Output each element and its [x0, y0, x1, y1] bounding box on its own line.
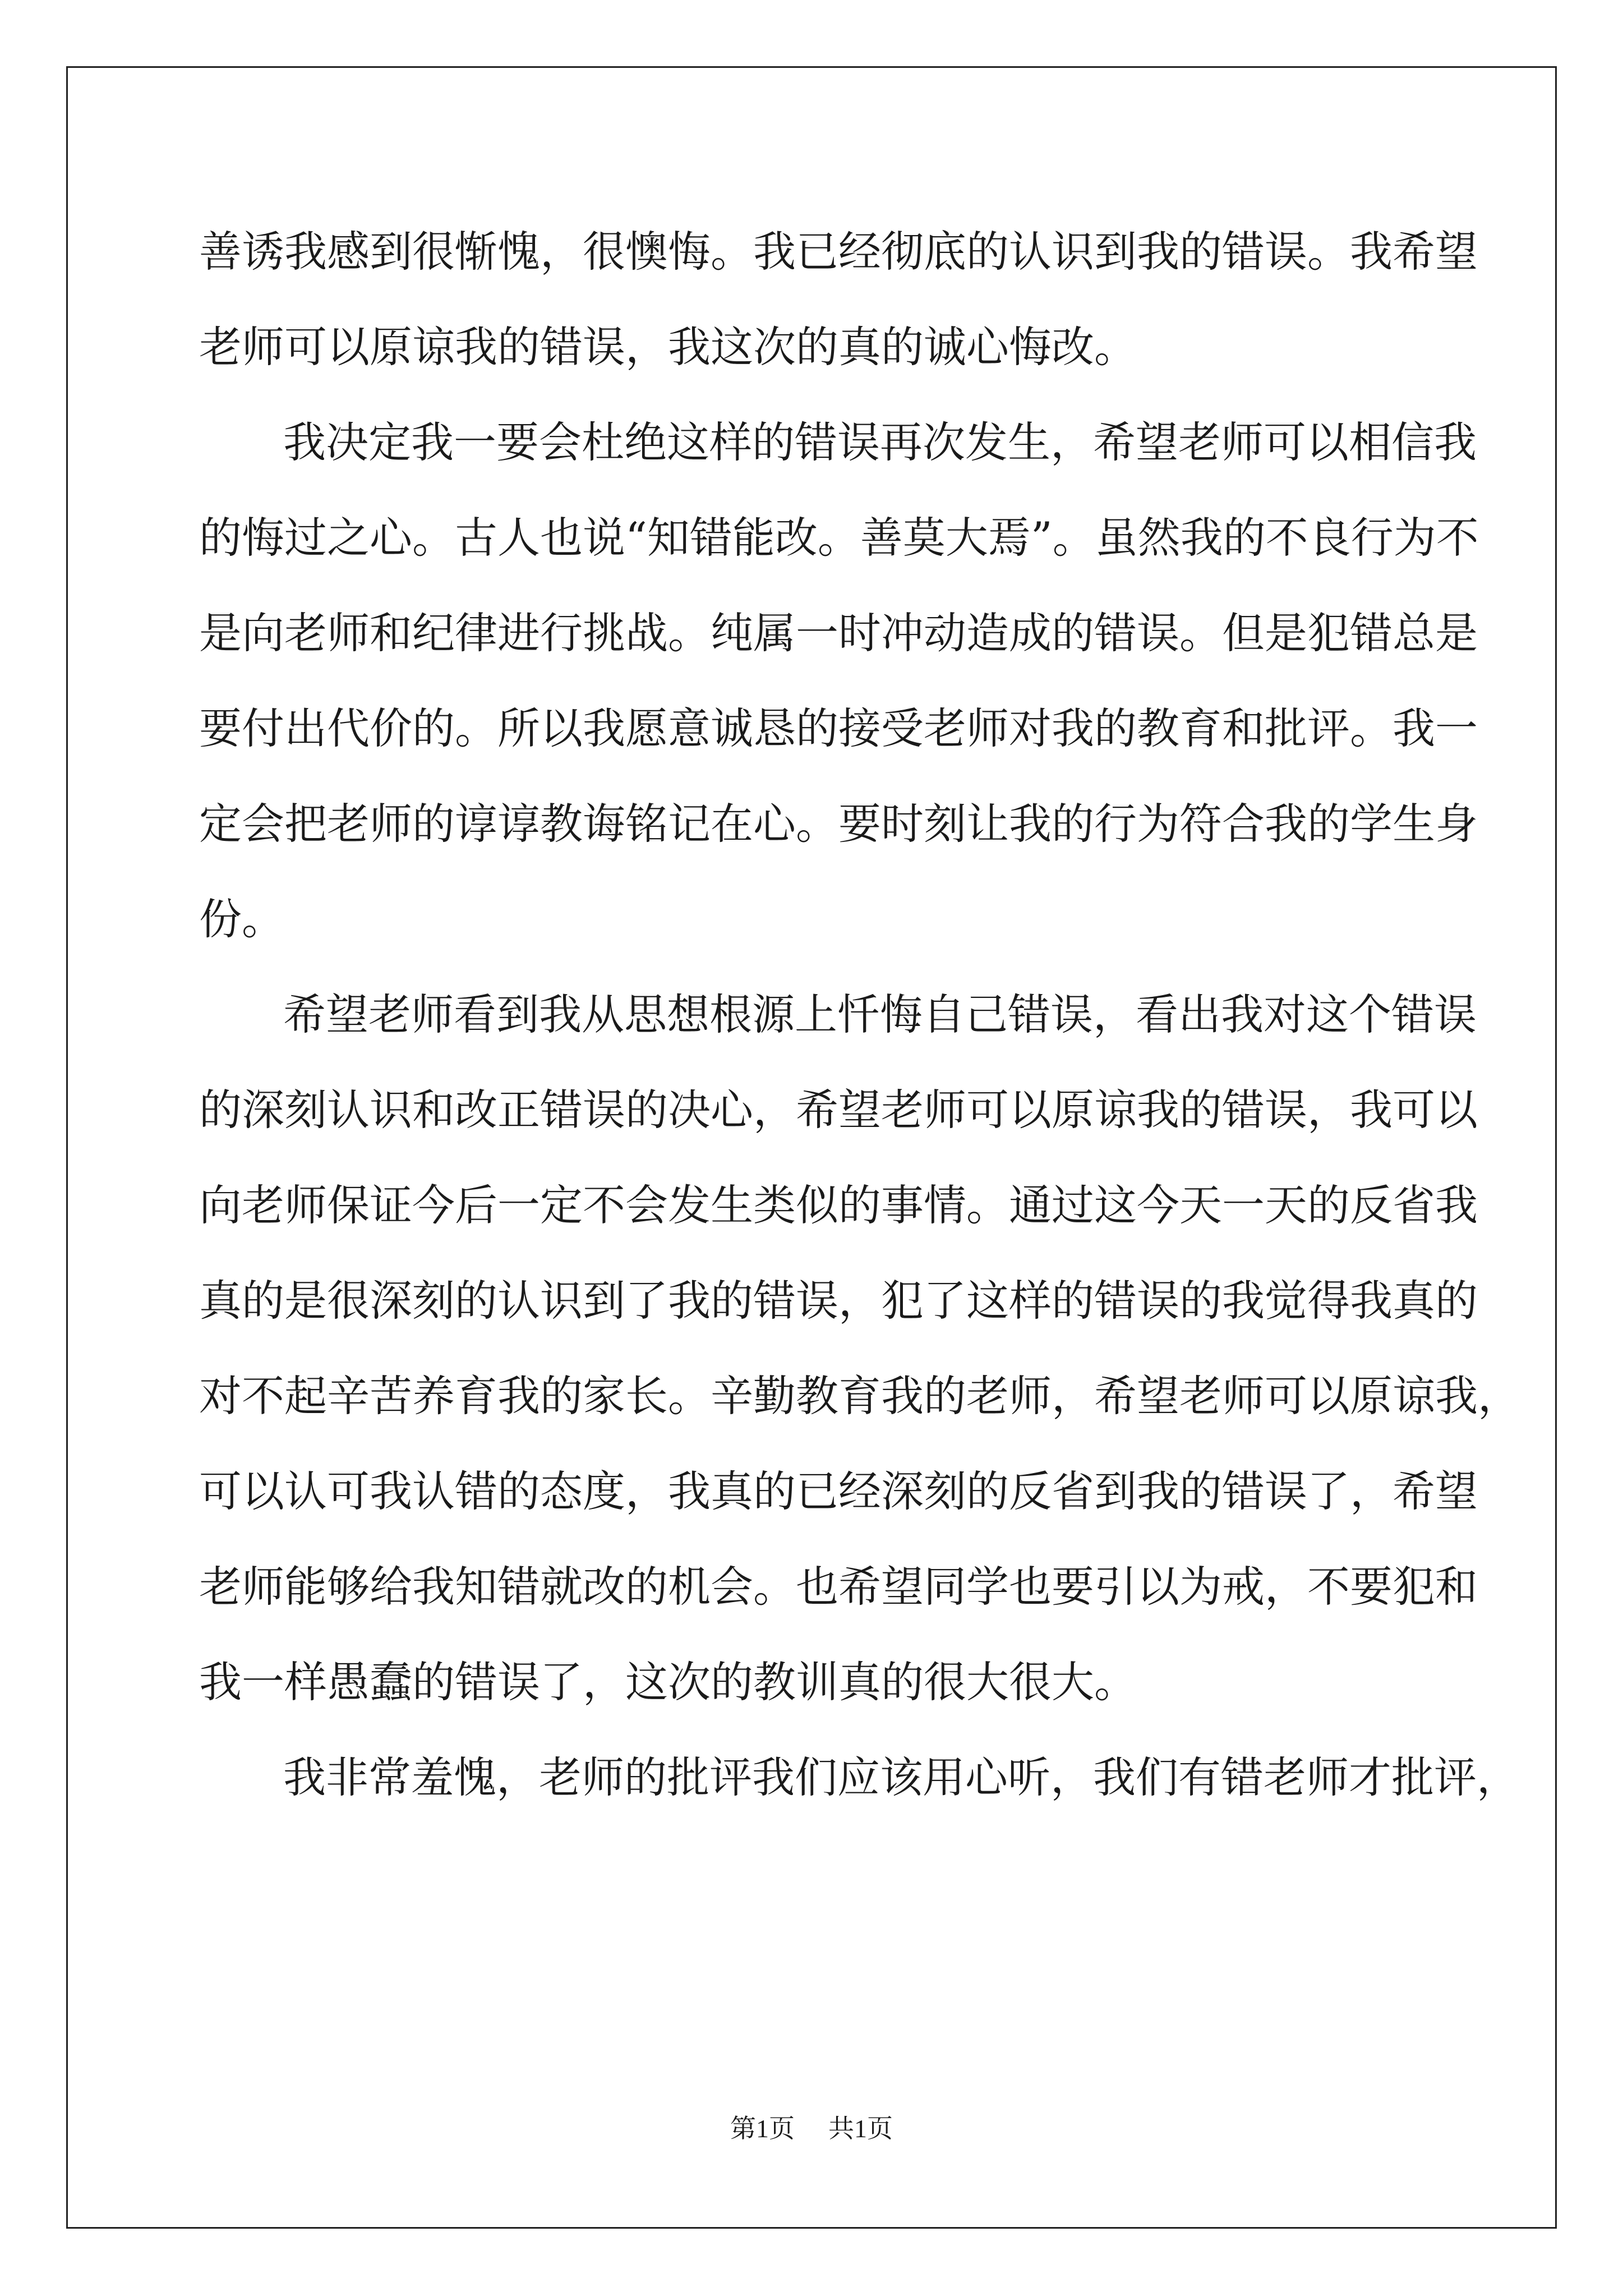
text-line: 是向老师和纪律进行挑战。纯属一时冲动造成的错误。但是犯错总是 [199, 608, 1478, 658]
page-footer [0, 2112, 1623, 2146]
text-line: 老师可以原谅我的错误，我这次的真的诚心悔改。 [199, 322, 1137, 372]
text-line: 真的是很深刻的认识到了我的错误，犯了这样的错误的我觉得我真的 [199, 1276, 1478, 1326]
page-number: 第1页 [730, 2114, 795, 2143]
text-line: 定会把老师的谆谆教诲铭记在心。要时刻让我的行为符合我的学生身 [199, 799, 1478, 849]
paragraph-start-line: 希望老师看到我从思想根源上忏悔自己错误，看出我对这个错误 [283, 990, 1477, 1039]
text-line: 老师能够给我知错就改的机会。也希望同学也要引以为戒，不要犯和 [199, 1562, 1478, 1612]
paragraph-start-line: 我决定我一要会杜绝这样的错误再次发生，希望老师可以相信我 [283, 417, 1477, 467]
text-line: 的深刻认识和改正错误的决心，希望老师可以原谅我的错误，我可以 [199, 1085, 1478, 1135]
text-line: 我一样愚蠢的错误了，这次的教训真的很大很大。 [199, 1657, 1137, 1707]
text-line: 可以认可我认错的态度，我真的已经深刻的反省到我的错误了，希望 [199, 1466, 1478, 1516]
document-body [199, 221, 1520, 1842]
paragraph-start-line: 我非常羞愧，老师的批评我们应该用心听，我们有错老师才批评， [283, 1752, 1519, 1802]
text-line: 向老师保证今后一定不会发生类似的事情。通过这今天一天的反省我 [199, 1180, 1478, 1230]
text-line: 份。 [199, 894, 284, 944]
page-total: 共1页 [828, 2114, 893, 2143]
text-line: 对不起辛苦养育我的家长。辛勤教育我的老师，希望老师可以原谅我， [199, 1371, 1520, 1421]
text-line: 要付出代价的。所以我愿意诚恳的接受老师对我的教育和批评。我一 [199, 703, 1478, 753]
text-line: 的悔过之心。古人也说“知错能改。善莫大焉”。虽然我的不良行为不 [199, 513, 1479, 563]
text-line: 善诱我感到很惭愧，很懊悔。我已经彻底的认识到我的错误。我希望 [199, 227, 1478, 277]
